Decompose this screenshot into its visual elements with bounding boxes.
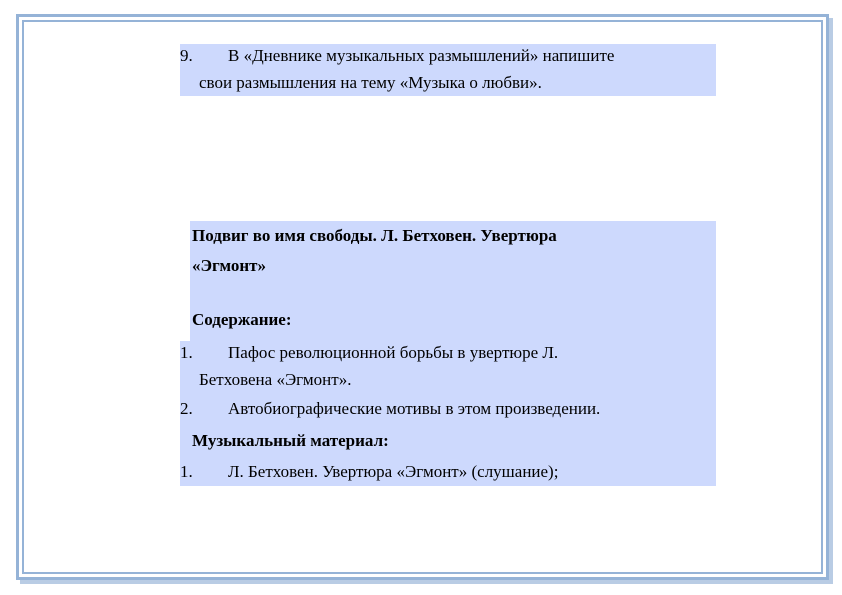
content-item-1-line-1: Пафос революционной борьбы в увертюре Л. <box>228 343 559 362</box>
frame-shadow-right <box>829 18 833 584</box>
task-line-2: свои размышления на тему «Музыка о любви». <box>199 73 542 92</box>
frame-shadow-bottom <box>20 580 833 584</box>
lesson-title-line-1: Подвиг во имя свободы. Л. Бетховен. Увертюра <box>192 226 557 245</box>
content-item-1-line-2: Бетховена «Эгмонт». <box>199 370 352 389</box>
lesson-title-line-2: «Эгмонт» <box>192 256 267 275</box>
content-item-2-number: 2. <box>180 399 193 418</box>
content-item-2-line-1: Автобиографические мотивы в этом произведении. <box>228 399 601 418</box>
material-heading: Музыкальный материал: <box>192 431 389 450</box>
material-item-1-number: 1. <box>180 462 193 481</box>
task-line-1: В «Дневнике музыкальных размышлений» напишите <box>228 46 615 65</box>
list-number-9: 9. <box>180 46 193 65</box>
content-item-1-number: 1. <box>180 343 193 362</box>
content-heading: Содержание: <box>192 310 292 329</box>
material-item-1-line-1: Л. Бетховен. Увертюра «Эгмонт» (слушание); <box>228 462 559 481</box>
